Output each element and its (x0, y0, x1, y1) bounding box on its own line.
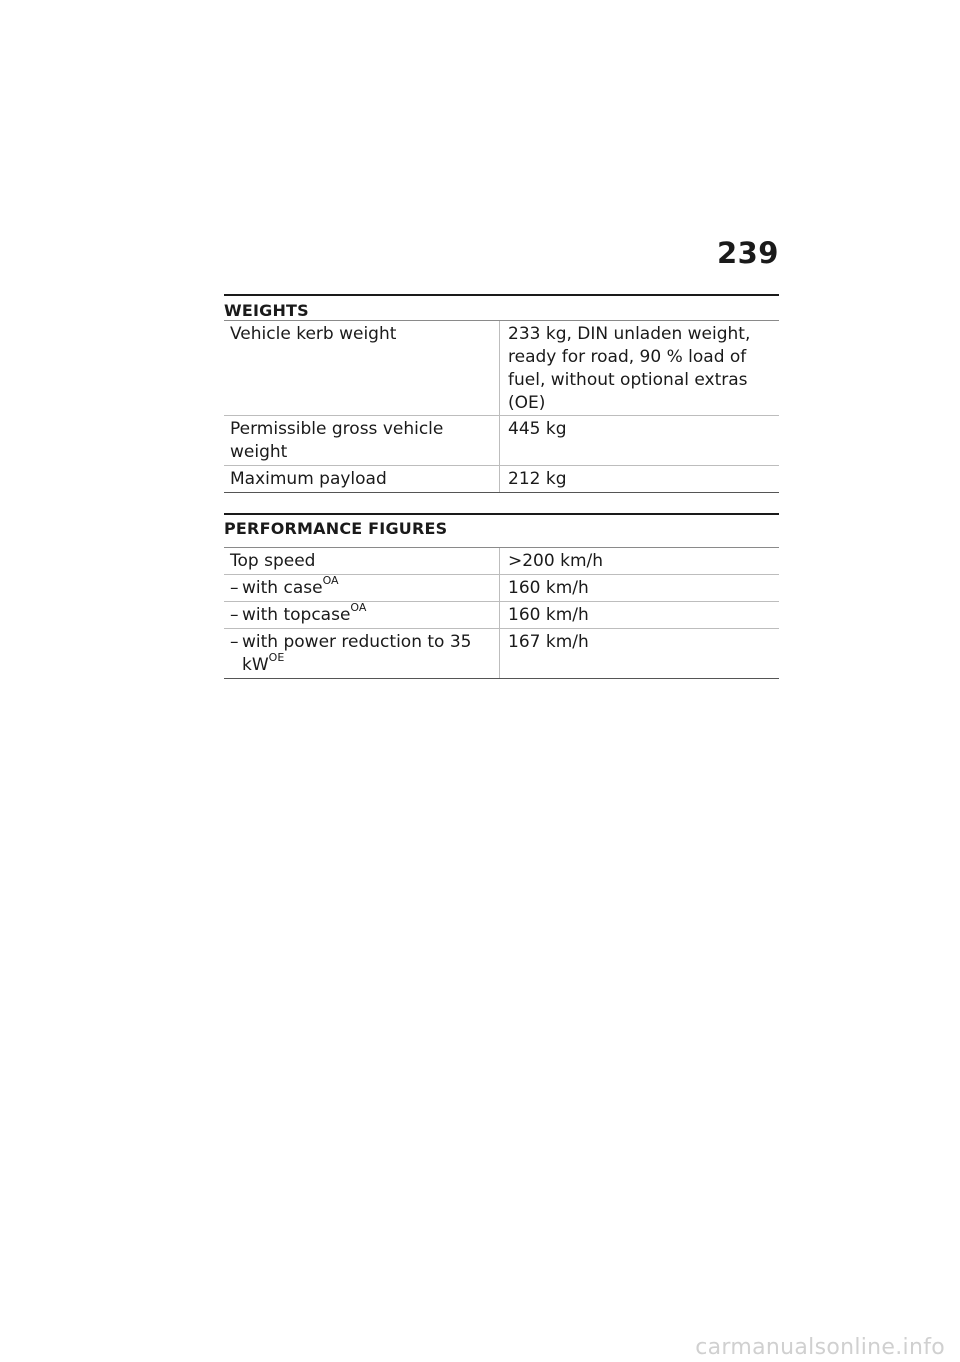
row-label: Vehicle kerb weight (224, 321, 500, 415)
row-value: 160 km/h (508, 605, 589, 625)
row-label: Permissible gross vehicle weight (224, 416, 500, 465)
row-value: 233 kg, DIN unladen weight, ready for road, 90 % load of fuel, without optional extras (OE) (508, 324, 751, 413)
row-label-cell (224, 629, 500, 678)
performance-section (224, 513, 779, 679)
dash-icon: – (230, 605, 239, 625)
option-marker: OE (268, 651, 285, 665)
table-row (224, 602, 779, 629)
option-marker: OA (322, 574, 339, 588)
row-label-cell (224, 575, 500, 601)
table-row (224, 321, 779, 416)
weights-title: WEIGHTS (224, 294, 779, 321)
row-label-cell (224, 602, 500, 628)
option-marker: OA (350, 601, 367, 615)
row-value: 445 kg (508, 419, 567, 439)
row-label: with power reduction to 35 kW (242, 632, 472, 675)
row-label: Top speed (224, 548, 500, 574)
row-value: >200 km/h (508, 551, 604, 571)
page-number: 239 (716, 236, 779, 270)
table-row (224, 466, 779, 493)
row-value: 160 km/h (508, 578, 589, 598)
dash-icon: – (230, 578, 239, 598)
row-label: with topcase (242, 605, 351, 625)
table-row (224, 548, 779, 575)
table-row (224, 629, 779, 679)
row-value: 212 kg (508, 469, 567, 489)
performance-title: PERFORMANCE FIGURES (224, 513, 779, 548)
table-row (224, 416, 779, 466)
row-label: with case (242, 578, 323, 598)
row-label: Maximum payload (224, 466, 500, 492)
table-row (224, 575, 779, 602)
watermark-footer: carmanualsonline.info (695, 1335, 945, 1360)
dash-icon: – (230, 632, 239, 652)
weights-section (224, 294, 779, 493)
row-value: 167 km/h (508, 632, 589, 652)
